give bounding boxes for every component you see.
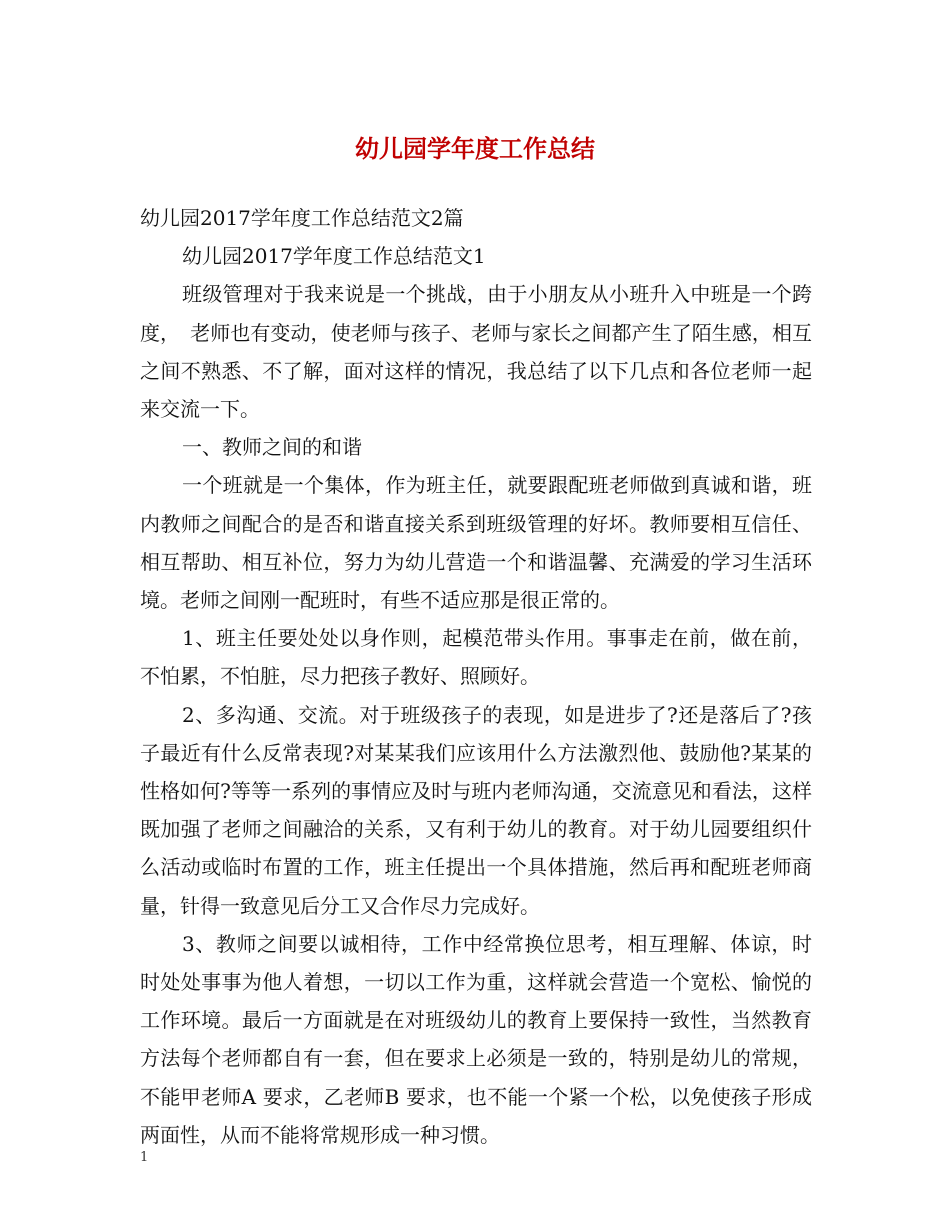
- document-title: 幼儿园学年度工作总结: [355, 134, 595, 163]
- page-number: 1: [140, 1150, 149, 1165]
- paragraph-subtitle: 幼儿园2017学年度工作总结范文2篇: [140, 206, 464, 230]
- paragraph-point-1: 1、班主任要处处以身作则，起模范带头作用。事事走在前，做在前，不怕累，不怕脏，尽力把孩子教好、照顾好。: [140, 626, 812, 689]
- paragraph-point-3: 3、教师之间要以诚相待，工作中经常换位思考，相互理解、体谅，时时处处事事为他人着想，一切以工作为重，这样就会营造一个宽松、愉悦的工作环境。最后一方面就是在对班级幼儿的教育上要保持一致性，当然教育方法每个老师都自有一套，但在要求上必须是一致的，特别是幼儿的常规，不能甲老师A 要求，乙老师B 要求，也不能一个紧一个松，以免使孩子形成两面性，从而不能将常规形成一种习惯。: [140, 931, 812, 1147]
- paragraph-collective: 一个班就是一个集体，作为班主任，就要跟配班老师做到真诚和谐，班内教师之间配合的是否和谐直接关系到班级管理的好坏。教师要相互信任、相互帮助、相互补位，努力为幼儿营造一个和谐温馨、充满爱的学习生活环境。老师之间刚一配班时，有些不适应那是很正常的。: [140, 473, 812, 613]
- paragraph-point-2: 2、多沟通、交流。对于班级孩子的表现，如是进步了?还是落后了?孩子最近有什么反常表现?对某某我们应该用什么方法激烈他、鼓励他?某某的性格如何?等等一系列的事情应及时与班内老师沟通，交流意见和看法，这样既加强了老师之间融洽的关系，又有利于幼儿的教育。对于幼儿园要组织什么活动或临时布置的工作，班主任提出一个具体措施，然后再和配班老师商量，针得一致意见后分工又合作尽力完成好。: [140, 702, 812, 918]
- paragraph-heading-teacher-harmony: 一、教师之间的和谐: [182, 435, 362, 460]
- document-body: [140, 199, 812, 1154]
- paragraph-intro: 班级管理对于我来说是一个挑战，由于小朋友从小班升入中班是一个跨度， 老师也有变动，使老师与孩子、老师与家长之间都产生了陌生感，相互之间不熟悉、不了解，面对这样的情况，我总结了以下几点和各位老师一起来交流一下。: [140, 282, 812, 422]
- paragraph-section-heading: 幼儿园2017学年度工作总结范文1: [182, 244, 486, 269]
